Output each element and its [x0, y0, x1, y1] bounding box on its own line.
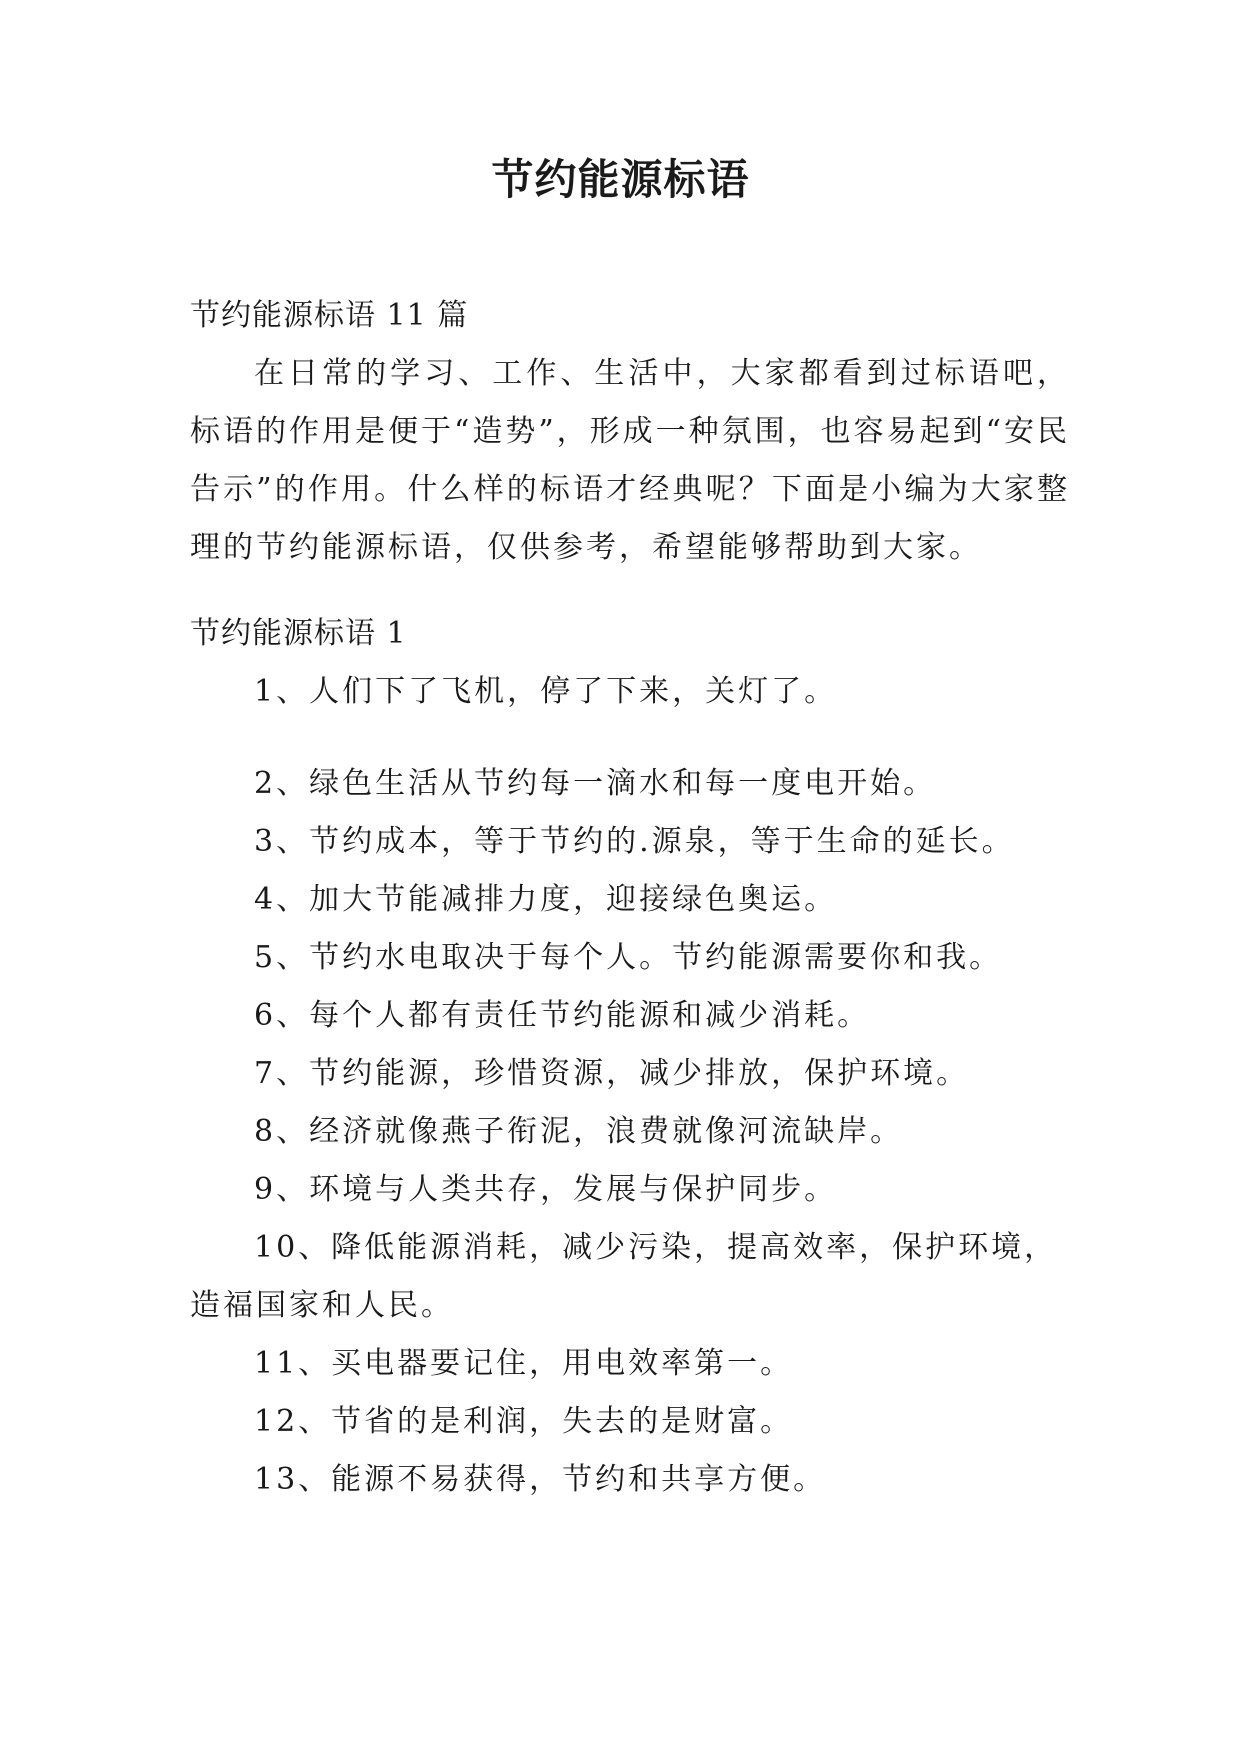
list-item: 7、节约能源，珍惜资源，减少排放，保护环境。 [254, 1056, 970, 1091]
spacer [190, 577, 1070, 605]
list-item: 5、节约水电取决于每个人。节约能源需要你和我。 [254, 940, 1003, 975]
list-item: 2、绿色生活从节约每一滴水和每一度电开始。 [254, 766, 937, 801]
list-item: 1、人们下了飞机，停了下来，关灯了。 [254, 674, 838, 709]
intro-paragraph: 在日常的学习、工作、生活中，大家都看到过标语吧，标语的作用是便于“造势”，形成一种氛围，也容易起到“安民告示”的作用。什么样的标语才经典呢？下面是小编为大家整理的节约能源标语，仅供参考，希望能够帮助到大家。 [190, 356, 1071, 565]
list-item: 9、环境与人类共存，发展与保护同步。 [254, 1172, 838, 1207]
document-title: 节约能源标语 [491, 155, 750, 204]
list-item: 10、降低能源消耗，减少污染，提高效率，保护环境，造福国家和人民。 [190, 1230, 1058, 1323]
list-item: 8、经济就像燕子衔泥，浪费就像河流缺岸。 [254, 1114, 904, 1149]
spacer [190, 721, 1070, 755]
list-item: 12、节省的是利润，失去的是财富。 [254, 1404, 794, 1439]
list-item: 13、能源不易获得，节约和共享方便。 [254, 1462, 827, 1497]
list-item: 11、买电器要记住，用电效率第一。 [254, 1346, 794, 1381]
section-heading: 节约能源标语 1 [190, 616, 407, 651]
list-item: 3、节约成本，等于节约的.源泉，等于生命的延长。 [254, 824, 1015, 859]
list-item: 4、加大节能减排力度，迎接绿色奥运。 [254, 882, 838, 917]
list-item: 6、每个人都有责任节约能源和减少消耗。 [254, 998, 871, 1033]
document-body [190, 287, 1070, 1509]
intro-heading: 节约能源标语 11 篇 [190, 298, 469, 333]
